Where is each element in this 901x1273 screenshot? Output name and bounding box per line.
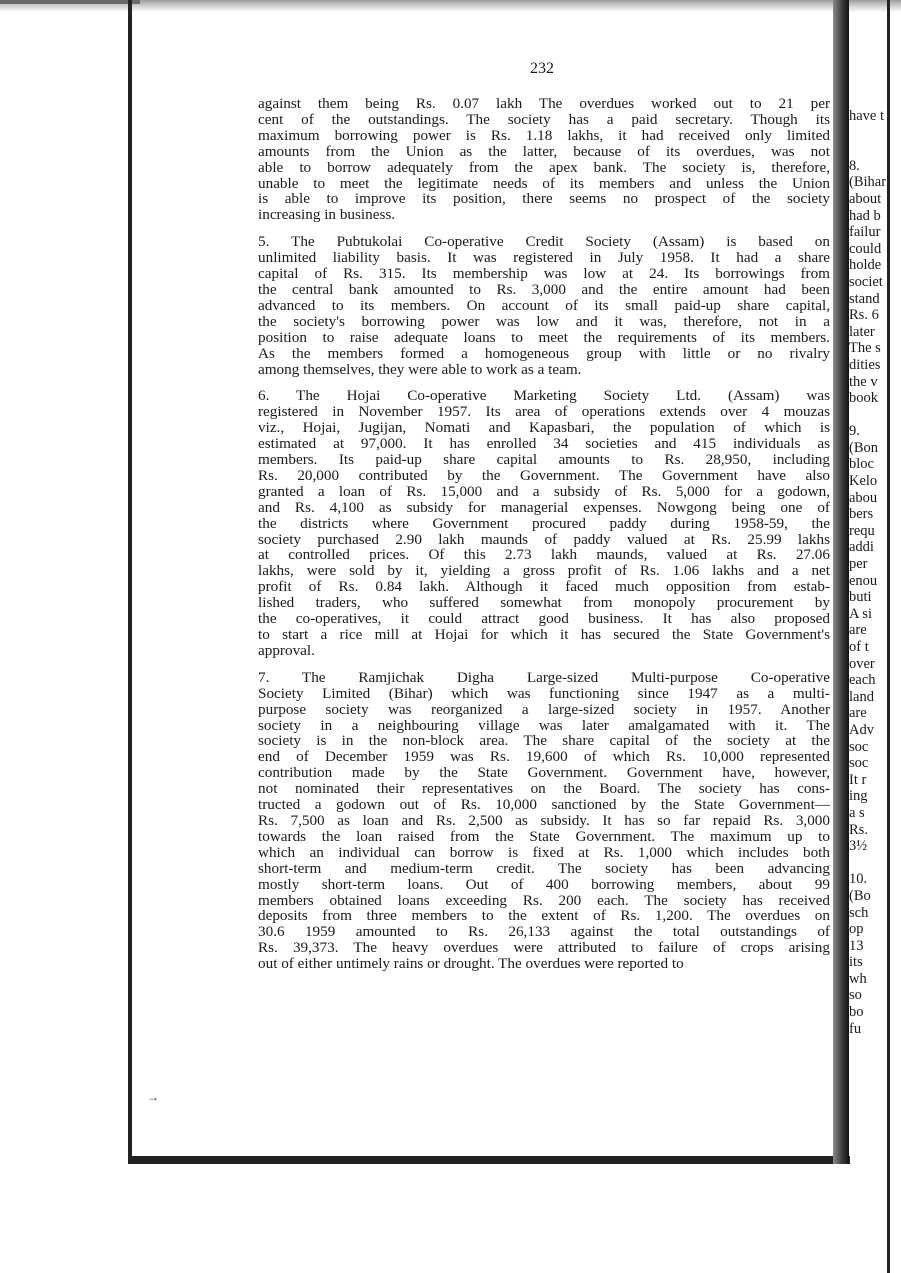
text-line: society in a neighbouring village was later amalgamated with it. The bbox=[258, 716, 830, 734]
text-line: to start a rice mill at Hojai for which it has secured the State Government's bbox=[258, 626, 830, 643]
text-line: amounts from the Union as the latter, because of its overdues, was not bbox=[258, 142, 830, 160]
text-line: deposits from three members to the extent of Rs. 1,200. The overdues on bbox=[258, 907, 830, 925]
text-line: at controlled prices. Of this 2.73 lakh maunds, valued at Rs. 27.06 bbox=[258, 546, 830, 564]
text-line: cent of the outstandings. The society has a paid secretary. Though its bbox=[258, 110, 830, 128]
fragment-line: buti bbox=[849, 589, 872, 606]
text-line: Rs. 7,500 as loan and Rs. 2,500 as subsidy. It has so far repaid Rs. 3,000 bbox=[258, 811, 830, 829]
fragment-line: over bbox=[849, 655, 875, 672]
fragment-line bbox=[849, 141, 887, 158]
text-line: tructed a godown out of Rs. 10,000 sanctioned by the State Government— bbox=[258, 796, 830, 814]
fragment-line: sch bbox=[849, 904, 869, 921]
text-line: is able to improve its position, there seems no prospect of the society bbox=[258, 190, 830, 208]
text-line: capital of Rs. 315. Its membership was low at 24. Its borrowings from bbox=[258, 265, 830, 283]
stray-mark: → bbox=[147, 1090, 159, 1104]
main-text-column bbox=[258, 96, 830, 972]
text-line: the society's borrowing power was low and it was, therefore, not in a bbox=[258, 312, 830, 330]
text-line: which an individual can borrow is fixed at Rs. 1,000 which includes both bbox=[258, 843, 830, 861]
fragment-line: requ bbox=[849, 522, 875, 539]
page-edge-right bbox=[887, 0, 890, 1273]
text-line: society purchased 2.90 lakh maunds of paddy valued at Rs. 25.99 lakhs bbox=[258, 530, 830, 548]
fragment-line: soc bbox=[849, 755, 869, 772]
fragment-line: 3½ bbox=[849, 838, 868, 855]
text-line: the central bank amounted to Rs. 3,000 and the entire amount had been bbox=[258, 280, 830, 298]
fragment-line: (Bon bbox=[849, 439, 878, 456]
fragment-line: (Bihar bbox=[849, 174, 887, 191]
text-line: end of December 1959 was Rs. 19,600 of which Rs. 10,000 represented bbox=[258, 748, 830, 766]
text-line: unlimited liability basis. It was registered in July 1958. It had a share bbox=[258, 249, 830, 267]
fragment-line bbox=[849, 407, 887, 424]
fragment-line: the v bbox=[849, 373, 878, 390]
text-line: viz., Hojai, Jugijan, Nomati and Kapasbari, the population of which is bbox=[258, 419, 830, 437]
fragment-line: Rs. bbox=[849, 821, 868, 838]
text-line: short-term and medium-term credit. The society has been advancing bbox=[258, 859, 830, 877]
fragment-line: 10. bbox=[849, 871, 868, 888]
fragment-line: Kelo bbox=[849, 473, 878, 490]
fragment-line: per bbox=[849, 556, 868, 573]
text-line: Society Limited (Bihar) which was functioning since 1947 as a multi- bbox=[258, 684, 830, 702]
fragment-line: 9. bbox=[849, 423, 860, 440]
fragment-line: a s bbox=[849, 804, 865, 821]
fragment-line: later bbox=[849, 323, 875, 340]
page-number: 232 bbox=[530, 60, 554, 77]
fragment-line: (Bo bbox=[849, 887, 871, 904]
text-line: advanced to its members. On account of its small paid-up share capital, bbox=[258, 296, 830, 314]
text-line: and Rs. 4,100 as subsidy for managerial expenses. Nowgong being one of bbox=[258, 498, 830, 516]
text-line: mostly short-term loans. Out of 400 borrowing members, about 99 bbox=[258, 875, 830, 893]
fragment-line: are bbox=[849, 622, 867, 639]
scan-edge-line bbox=[0, 0, 140, 4]
text-line: not nominated their representatives on the Board. The society has cons- bbox=[258, 780, 830, 798]
fragment-line: about bbox=[849, 190, 882, 207]
fragment-line: A si bbox=[849, 605, 872, 622]
fragment-line: are bbox=[849, 705, 867, 722]
text-line: society is in the non-block area. The share capital of the society at the bbox=[258, 732, 830, 750]
text-line: the districts where Government procured paddy during 1958-59, the bbox=[258, 514, 830, 532]
fragment-line: have t bbox=[849, 108, 885, 124]
adjacent-page-fragment bbox=[849, 108, 887, 1037]
fragment-line: addi bbox=[849, 539, 874, 556]
paragraph bbox=[258, 388, 830, 658]
text-line: lakhs, were sold by it, yielding a gross profit of Rs. 1.06 lakhs and a net bbox=[258, 562, 830, 580]
text-line: 7. The Ramjichak Digha Large-sized Multi-purpose Co-operative bbox=[258, 668, 830, 686]
fragment-line: dities bbox=[849, 356, 881, 373]
fragment-line bbox=[849, 855, 887, 872]
book-gutter-shadow bbox=[833, 0, 849, 1164]
fragment-line: The s bbox=[849, 340, 881, 357]
fragment-line: soc bbox=[849, 738, 869, 755]
text-line: towards the loan raised from the State Government. The maximum up to bbox=[258, 827, 830, 845]
page-frame-left bbox=[128, 0, 132, 1163]
fragment-line: enou bbox=[849, 572, 878, 589]
text-line: 30.6 1959 amounted to Rs. 26,133 against the total outstandings of bbox=[258, 923, 830, 941]
text-line: among themselves, they were able to work as a team. bbox=[258, 360, 582, 378]
fragment-line: bo bbox=[849, 1004, 864, 1021]
text-line: unable to meet the legitimate needs of its members and unless the Union bbox=[258, 174, 830, 192]
fragment-line: had b bbox=[849, 207, 881, 224]
text-line: members. Its paid-up share capital amounts to Rs. 28,950, including bbox=[258, 451, 830, 469]
text-line: contribution made by the State Government. Government have, however, bbox=[258, 764, 830, 782]
text-line: 6. The Hojai Co-operative Marketing Society Ltd. (Assam) was bbox=[258, 387, 830, 405]
fragment-line: each bbox=[849, 672, 876, 689]
text-line: profit of Rs. 0.84 lakh. Although it faced much opposition from estab- bbox=[258, 578, 830, 596]
page-frame-bottom bbox=[128, 1156, 850, 1164]
fragment-line: bloc bbox=[849, 456, 874, 473]
fragment-line: failur bbox=[849, 224, 881, 241]
fragment-line: op bbox=[849, 921, 864, 938]
fragment-line: 8. bbox=[849, 157, 860, 174]
text-line: estimated at 97,000. It has enrolled 34 societies and 415 individuals as bbox=[258, 435, 830, 453]
fragment-line bbox=[849, 125, 887, 142]
fragment-line: so bbox=[849, 987, 862, 1004]
fragment-line: wh bbox=[849, 970, 867, 987]
text-line: approval. bbox=[258, 641, 315, 659]
text-line: Rs. 39,373. The heavy overdues were attributed to failure of crops arising bbox=[258, 939, 830, 957]
text-line: against them being Rs. 0.07 lakh The overdues worked out to 21 per bbox=[258, 95, 830, 112]
fragment-line: land bbox=[849, 688, 874, 705]
text-line: the co-operatives, it could attract good business. It has also proposed bbox=[258, 610, 830, 628]
text-line: purpose society was reorganized a large-sized society in 1957. Another bbox=[258, 700, 830, 718]
fragment-line: stand bbox=[849, 290, 880, 307]
text-line: position to raise adequate loans to meet the requirements of its members. bbox=[258, 328, 830, 346]
fragment-line: It r bbox=[849, 771, 867, 788]
fragment-line: societ bbox=[849, 273, 883, 290]
text-line: maximum borrowing power is Rs. 1.18 lakhs, it had received only limited bbox=[258, 126, 830, 144]
text-line: lished traders, who suffered somewhat from monopoly procurement by bbox=[258, 594, 830, 612]
fragment-line: fu bbox=[849, 1020, 862, 1037]
fragment-line: holde bbox=[849, 257, 882, 274]
paragraph bbox=[258, 670, 830, 972]
text-line: able to borrow adequately from the apex bank. The society is, therefore, bbox=[258, 158, 830, 176]
text-line: out of either untimely rains or drought. The overdues were reported to bbox=[258, 955, 684, 973]
fragment-line: Rs. 6 bbox=[849, 307, 879, 324]
fragment-line: of t bbox=[849, 639, 869, 655]
fragment-line: ing bbox=[849, 788, 868, 805]
paragraph bbox=[258, 96, 830, 223]
text-line: granted a loan of Rs. 15,000 and a subsidy of Rs. 5,000 for a godown, bbox=[258, 482, 830, 500]
fragment-line: book bbox=[849, 390, 878, 407]
fragment-line: 13 bbox=[849, 937, 864, 954]
text-line: increasing in business. bbox=[258, 206, 396, 224]
fragment-line: its bbox=[849, 954, 863, 971]
fragment-line: could bbox=[849, 240, 882, 257]
text-line: members obtained loans exceeding Rs. 200 each. The society has received bbox=[258, 891, 830, 909]
text-line: As the members formed a homogeneous group with little or no rivalry bbox=[258, 344, 830, 362]
fragment-line: bers bbox=[849, 506, 874, 523]
text-line: Rs. 20,000 contributed by the Government. The Government have also bbox=[258, 466, 830, 484]
text-line: registered in November 1957. Its area of operations extends over 4 mouzas bbox=[258, 403, 830, 421]
text-line: 5. The Pubtukolai Co-operative Credit Society (Assam) is based on bbox=[258, 233, 830, 251]
fragment-line: abou bbox=[849, 489, 878, 506]
fragment-line: Adv bbox=[849, 721, 874, 738]
paragraph bbox=[258, 234, 830, 377]
